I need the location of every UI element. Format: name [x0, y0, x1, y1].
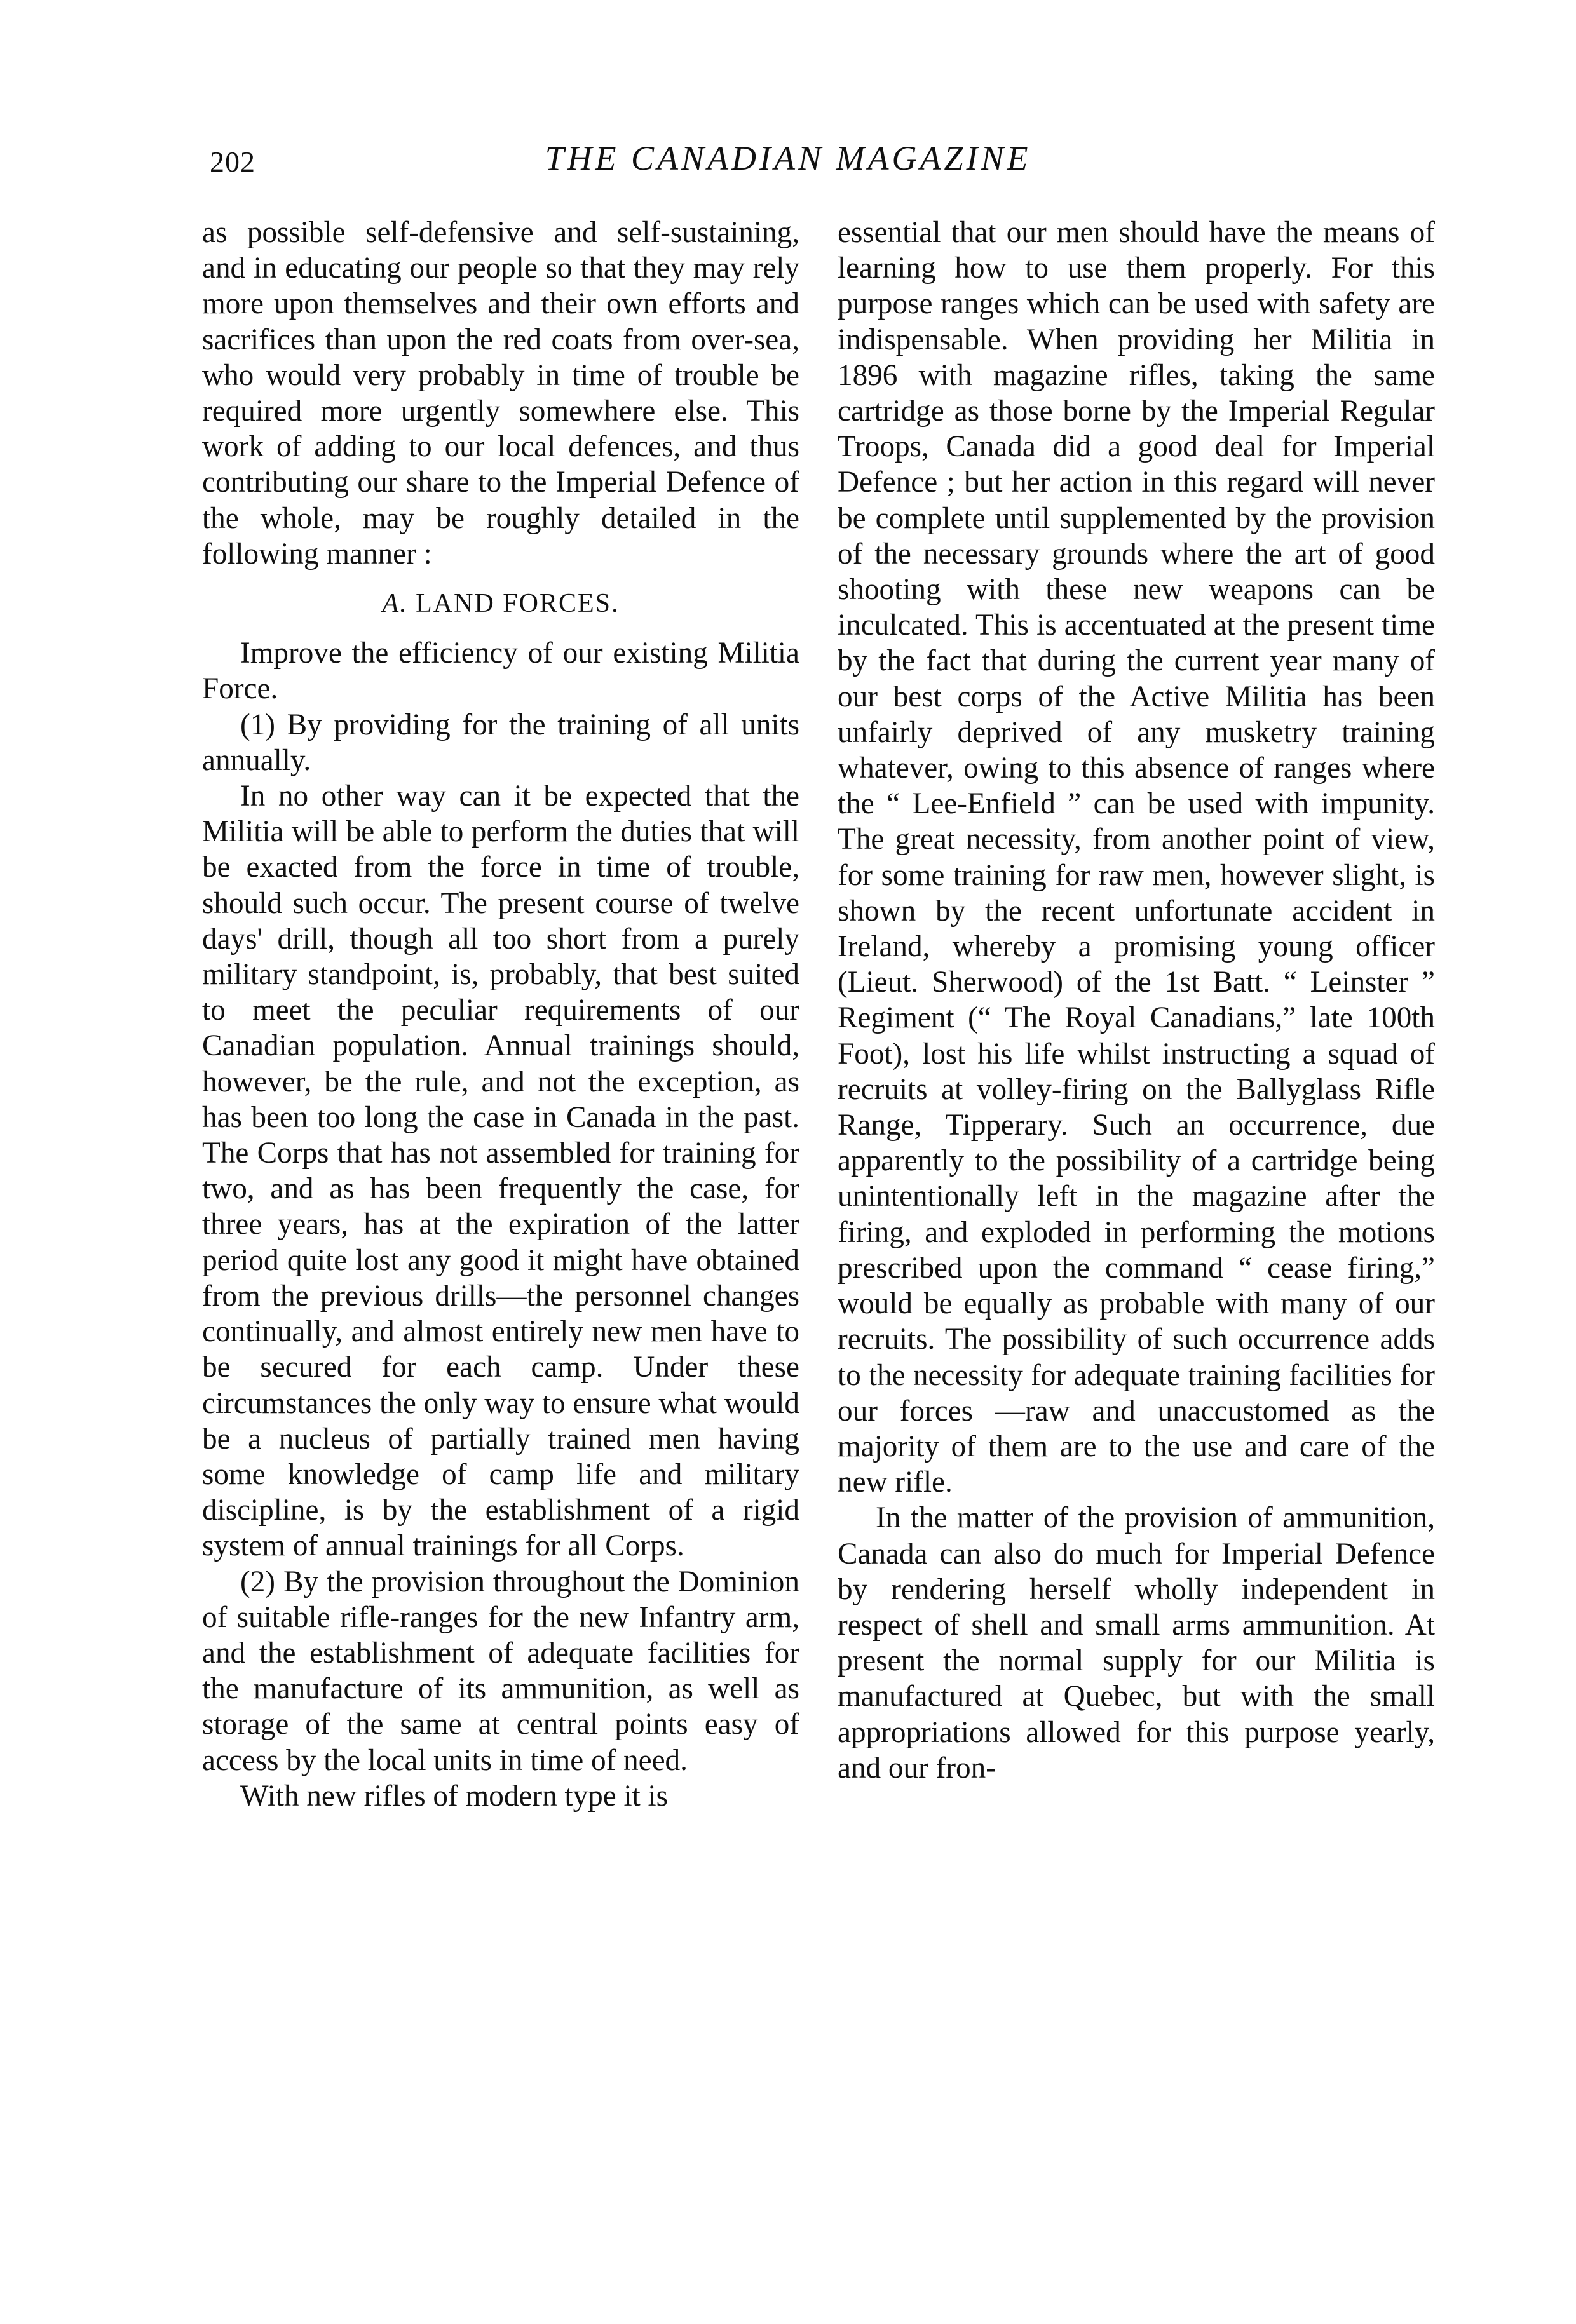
section-heading-letter: A. [382, 589, 408, 619]
page-number: 202 [210, 145, 255, 178]
paragraph: (2) By the provision throughout the Dominion of suitable rifle-ranges for the new Infantry arm, and the establishment of adequate facilities for the manufacture of its ammunition, as well as storage of the same at central points easy of access by the local units in time of need. [202, 1565, 799, 1777]
section-heading-text: LAND FORCES. [416, 589, 620, 619]
paragraph: (1) By providing for the training of all units annually. [202, 708, 799, 777]
paragraph: as possible self-defensive and self-sustaining, and in educating our people so that they may rely more upon themselves and their own efforts and sacrifices than upon the red coats from over-sea, who would very probably in time of trouble be required more urgently somewhere else. This work of adding to our local defences, and thus contributing our share to the Imperial Defence of the whole, may be roughly detailed in the following manner : [202, 216, 799, 571]
paragraph: In no other way can it be expected that the Militia will be able to perform the duties that will be exacted from the force in time of trouble, should such occur. The present course of twelve days' drill, though all too short from a purely military standpoint, is, probably, that best suited to meet the peculiar requirements of our Canadian population. Annual trainings should, however, be the rule, and not the exception, as has been too long the case in Canada in the past. The Corps that has not assembled for training for two, and as has been frequently the case, for three years, has at the expiration of the latter period quite lost any good it might have obtained from the previous drills—the personnel changes continually, and almost entirely new men have to be secured for each camp. Under these circumstances the only way to ensure what would be a nucleus of partially trained men having some knowledge of camp life and military discipline, is by the establishment of a rigid system of annual trainings for all Corps. [202, 780, 799, 1563]
paragraph: essential that our men should have the means of learning how to use them properly. For this purpose ranges which can be used with safety are indispensable. When providing her Militia in 1896 with magazine rifles, taking the same cartridge as those borne by the Imperial Regular Troops, Canada did a good deal for Imperial Defence ; but her action in this regard will never be complete until supplemented by the provision of the necessary grounds where the art of good shooting with these new weapons can be inculcated. This is accentuated at the present time by the fact that during the current year many of our best corps of the Active Militia has been unfairly deprived of any musketry training whatever, owing to this absence of ranges where the “ Lee-Enfield ” can be used with impunity. The great necessity, from another point of view, for some training for raw men, however slight, is shown by the recent unfortunate accident in Ireland, whereby a promising young officer (Lieut. Sherwood) of the 1st Batt. “ Leinster ” Regiment (“ The Royal Canadians,” late 100th Foot), lost his life whilst instructing a squad of recruits at volley-firing on the Ballyglass Rifle Range, Tipperary. Such an occurrence, due apparently to the possibility of a cartridge being unintentionally left in the magazine after the firing, and exploded in performing the motions prescribed upon the command “ cease firing,” would be equally as probable with many of our recruits. The possibility of such occurrence adds to the necessity for adequate training facilities for our forces —raw and unaccustomed as the majority of them are to the use and care of the new rifle. [838, 216, 1435, 1499]
paragraph: Improve the efficiency of our existing Militia Force. [202, 637, 799, 706]
right-column [838, 215, 1435, 1786]
section-heading [202, 586, 799, 621]
left-column [202, 215, 799, 1814]
paragraph: With new rifles of modern type it is [240, 1779, 668, 1813]
paragraph: In the matter of the provision of ammunition, Canada can also do much for Imperial Defence by rendering herself wholly independent in respect of shell and small arms ammunition. At present the normal supply for our Militia is manufactured at Quebec, but with the small appropriations allowed for this purpose yearly, and our fron- [838, 1501, 1435, 1785]
running-title: THE CANADIAN MAGAZINE [545, 139, 1031, 177]
